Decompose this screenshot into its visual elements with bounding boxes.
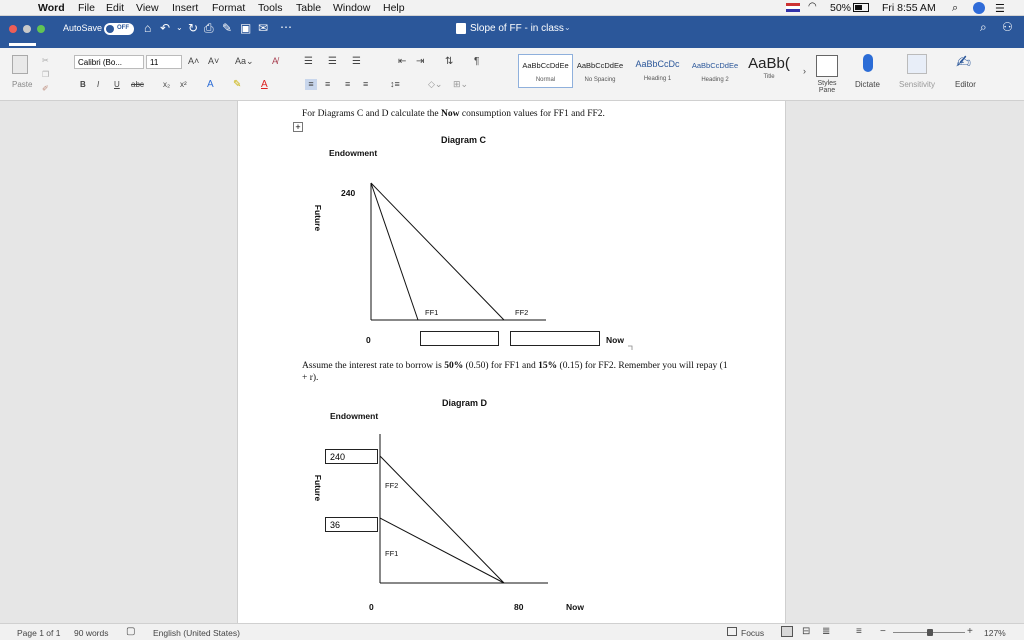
document-icon xyxy=(456,23,466,34)
menu-insert[interactable]: Insert xyxy=(172,2,199,14)
menu-help[interactable]: Help xyxy=(383,2,405,14)
sort-icon[interactable]: ⇅ xyxy=(445,56,454,67)
text-effects-icon[interactable]: A xyxy=(207,79,214,90)
diagram-d-ff1-label: FF1 xyxy=(385,549,399,558)
status-bar xyxy=(0,623,1024,640)
style-title-sample: AaBb( xyxy=(748,55,790,72)
undo-icon[interactable]: ↶ xyxy=(160,21,171,35)
web-layout-icon[interactable]: ⊟ xyxy=(802,626,811,637)
interest-bold-2: 15% xyxy=(538,361,558,371)
menu-edit[interactable]: Edit xyxy=(106,2,125,14)
instruction-text-2: consumption values for FF1 and FF2. xyxy=(459,109,605,119)
outline-icon[interactable]: ≣ xyxy=(822,626,831,637)
copy-icon[interactable]: ❐ xyxy=(42,70,50,79)
diagram-c-ff1-line xyxy=(371,183,418,320)
diagram-d-240-box[interactable] xyxy=(325,449,378,464)
title-chevron-icon[interactable]: ⌄ xyxy=(564,23,571,32)
diagram-d-future-label: Future xyxy=(313,474,324,502)
autosave-state: OFF xyxy=(117,25,129,31)
style-no-spacing[interactable] xyxy=(575,54,625,88)
style-heading-1-name: Heading 1 xyxy=(643,76,672,82)
ribbon xyxy=(0,48,1024,101)
diagram-c-title: Diagram C xyxy=(441,135,487,145)
menu-table[interactable]: Table xyxy=(296,2,322,14)
diagram-d-origin: 0 xyxy=(369,602,374,612)
superscript-icon[interactable]: x² xyxy=(180,80,187,89)
diagram-c-future-label: Future xyxy=(313,204,324,232)
search-icon[interactable]: ⌕ xyxy=(980,20,987,34)
zoom-in-icon[interactable]: + xyxy=(967,626,973,637)
document-title[interactable]: Slope of FF - in class xyxy=(470,23,564,34)
instruction-text-1: For Diagrams C and D calculate the xyxy=(302,109,442,119)
line-spacing-icon[interactable]: ↕≡ xyxy=(390,79,400,89)
diagram-c-ff1-label: FF1 xyxy=(425,308,439,317)
battery-icon[interactable] xyxy=(853,3,869,12)
siri-icon[interactable] xyxy=(973,2,985,14)
document-area xyxy=(0,101,1024,623)
zoom-slider-thumb xyxy=(927,629,933,636)
style-normal-sample: AaBbCcDdEe xyxy=(522,61,569,70)
shading-icon[interactable]: ◇⌄ xyxy=(428,79,443,89)
style-heading-1[interactable] xyxy=(630,54,685,88)
align-left-icon[interactable]: ≡ xyxy=(305,79,317,90)
close-window-icon[interactable] xyxy=(9,25,17,33)
align-center-icon[interactable]: ≡ xyxy=(325,79,331,89)
interest-text-2: (0.50) for FF1 and xyxy=(463,361,539,371)
save-icon[interactable]: ▣ xyxy=(240,21,252,35)
editor-icon[interactable]: ✍ xyxy=(956,52,972,72)
diagram-c-ff2-label: FF2 xyxy=(515,308,529,317)
zoom-window-icon[interactable] xyxy=(37,25,45,33)
language[interactable]: English (United States) xyxy=(153,628,240,638)
mac-menubar xyxy=(0,0,1024,16)
tab-home-indicator[interactable] xyxy=(9,43,36,46)
format-painter-icon[interactable]: ✐ xyxy=(42,84,49,93)
interest-text-1: Assume the interest rate to borrow is xyxy=(302,361,445,371)
font-name-select[interactable] xyxy=(74,55,144,69)
redo-icon[interactable]: ↻ xyxy=(188,21,199,35)
style-no-spacing-sample: AaBbCcDdEe xyxy=(576,61,624,70)
font-size-select[interactable] xyxy=(146,55,182,69)
styles-pane-icon[interactable] xyxy=(816,55,838,77)
style-no-spacing-name: No Spacing xyxy=(584,77,616,83)
minimize-window-icon[interactable] xyxy=(23,25,31,33)
proofing-icon[interactable]: ▢ xyxy=(126,626,136,637)
font-color-icon[interactable]: A xyxy=(261,79,268,90)
bold-icon[interactable]: B xyxy=(80,80,86,89)
undo-dropdown-icon[interactable]: ⌄ xyxy=(176,23,183,32)
diagram-c-240: 240 xyxy=(341,188,356,198)
bullets-icon[interactable]: ☰ xyxy=(304,56,313,67)
email-icon[interactable]: ✉ xyxy=(258,21,269,35)
word-titlebar xyxy=(0,16,1024,41)
diagram-d-title: Diagram D xyxy=(442,398,488,408)
diagram-d-80: 80 xyxy=(514,602,524,612)
paste-icon[interactable] xyxy=(12,55,28,74)
edit-icon[interactable]: ✎ xyxy=(222,21,233,35)
highlight-icon[interactable]: ✎ xyxy=(233,79,242,90)
paste-label[interactable]: Paste xyxy=(12,80,33,89)
increase-indent-icon[interactable]: ⇥ xyxy=(416,56,425,67)
print-icon[interactable]: ⎙ xyxy=(204,21,214,35)
strikethrough-icon[interactable]: abc xyxy=(131,80,144,89)
zoom-out-icon[interactable]: − xyxy=(880,626,886,637)
diagram-c-now-label: Now xyxy=(606,335,624,345)
flag-icon[interactable] xyxy=(786,3,800,12)
wifi-icon[interactable]: ◠ xyxy=(808,1,817,12)
underline-icon[interactable]: U xyxy=(114,80,120,89)
multilevel-list-icon[interactable]: ☰ xyxy=(352,56,361,67)
spotlight-icon[interactable]: ⌕ xyxy=(952,2,959,14)
diagram-d-36-box[interactable] xyxy=(325,517,378,532)
style-heading-2-name: Heading 2 xyxy=(701,77,729,83)
sensitivity-label[interactable]: Sensitivity xyxy=(899,80,936,89)
interest-bold-1: 50% xyxy=(444,361,464,371)
style-title[interactable] xyxy=(745,54,793,88)
style-normal-name: Normal xyxy=(535,77,556,83)
diagram-d-y-title: Endowment xyxy=(330,411,379,421)
home-icon[interactable]: ⌂ xyxy=(144,21,152,35)
style-heading-1-sample: AaBbCcDc xyxy=(635,59,680,69)
print-layout-icon[interactable] xyxy=(781,626,793,637)
decrease-indent-icon[interactable]: ⇤ xyxy=(398,56,407,67)
table-move-handle-icon[interactable]: + xyxy=(293,122,303,132)
menu-view[interactable]: View xyxy=(136,2,159,14)
microphone-icon[interactable] xyxy=(863,54,873,72)
ribbon-tab-strip xyxy=(0,41,1024,48)
diagram-d-ff2-label: FF2 xyxy=(385,481,399,490)
clear-formatting-icon[interactable]: A̸ xyxy=(272,56,279,66)
diagram-d-240-value: 240 xyxy=(330,452,346,462)
focus-label[interactable]: Focus xyxy=(741,628,765,638)
dictate-label[interactable]: Dictate xyxy=(855,80,880,89)
italic-icon[interactable]: I xyxy=(97,80,100,89)
borders-icon[interactable]: ⊞⌄ xyxy=(453,79,469,89)
font-size-value: 11 xyxy=(150,58,159,67)
diagram-c-y-title: Endowment xyxy=(329,148,378,158)
numbering-icon[interactable]: ☰ xyxy=(328,56,337,67)
align-right-icon[interactable]: ≡ xyxy=(345,79,351,89)
diagram-d-36-value: 36 xyxy=(330,520,341,530)
menu-file[interactable]: File xyxy=(78,2,95,14)
cut-icon[interactable]: ✂ xyxy=(42,56,49,65)
menu-format[interactable]: Format xyxy=(212,2,246,14)
font-name-value: Calibri (Bo... xyxy=(78,58,123,67)
zoom-level[interactable]: 127% xyxy=(984,628,1006,638)
app-menu[interactable]: Word xyxy=(38,2,65,14)
battery-percent[interactable]: 50% xyxy=(830,2,852,14)
zoom-slider[interactable] xyxy=(893,632,965,633)
focus-icon[interactable] xyxy=(727,627,737,636)
paragraph-mark xyxy=(628,346,632,350)
share-icon[interactable]: ⚇ xyxy=(1002,20,1013,34)
justify-icon[interactable]: ≡ xyxy=(363,79,369,89)
clock[interactable]: Fri 8:55 AM xyxy=(882,2,936,14)
autosave-label: AutoSave xyxy=(63,23,103,33)
sensitivity-icon[interactable] xyxy=(907,54,927,74)
autosave-toggle[interactable] xyxy=(104,23,134,35)
page-count[interactable]: Page 1 of 1 xyxy=(17,628,61,638)
document-page[interactable] xyxy=(237,101,786,623)
draft-icon[interactable]: ≡ xyxy=(856,626,862,637)
notification-center-icon[interactable]: ☰ xyxy=(995,3,1005,15)
change-case-icon[interactable]: Aa⌄ xyxy=(235,56,254,66)
word-count[interactable]: 90 words xyxy=(74,628,109,638)
subscript-icon[interactable]: x₂ xyxy=(163,80,171,89)
interest-paragraph[interactable] xyxy=(302,360,732,384)
diagram-d-ff1-line xyxy=(380,518,504,583)
diagram-d-ff2-line xyxy=(380,456,504,583)
style-title-name: Title xyxy=(763,74,775,80)
diagram-c-ff2-line xyxy=(371,183,504,320)
diagram-c-origin: 0 xyxy=(366,335,371,345)
more-icon[interactable]: ⋯ xyxy=(280,20,292,34)
style-normal[interactable] xyxy=(518,54,573,88)
style-heading-2[interactable] xyxy=(688,54,742,88)
editor-label[interactable]: Editor xyxy=(955,80,976,89)
show-formatting-icon[interactable]: ¶ xyxy=(474,56,480,67)
diagram-d-now-label: Now xyxy=(566,602,584,612)
style-heading-2-sample: AaBbCcDdEe xyxy=(691,61,739,70)
styles-pane-label[interactable]: Styles Pane xyxy=(817,80,837,94)
interest-text-3: (0.15) for FF2. Remember you will repay (1 + r). xyxy=(302,361,728,383)
grow-font-icon[interactable]: A˄ xyxy=(188,56,200,66)
instruction-bold: Now xyxy=(441,109,460,119)
shrink-font-icon[interactable]: A˅ xyxy=(208,56,220,66)
styles-gallery-expand-icon[interactable]: › xyxy=(803,66,806,76)
menu-tools[interactable]: Tools xyxy=(258,2,283,14)
menu-window[interactable]: Window xyxy=(333,2,371,14)
